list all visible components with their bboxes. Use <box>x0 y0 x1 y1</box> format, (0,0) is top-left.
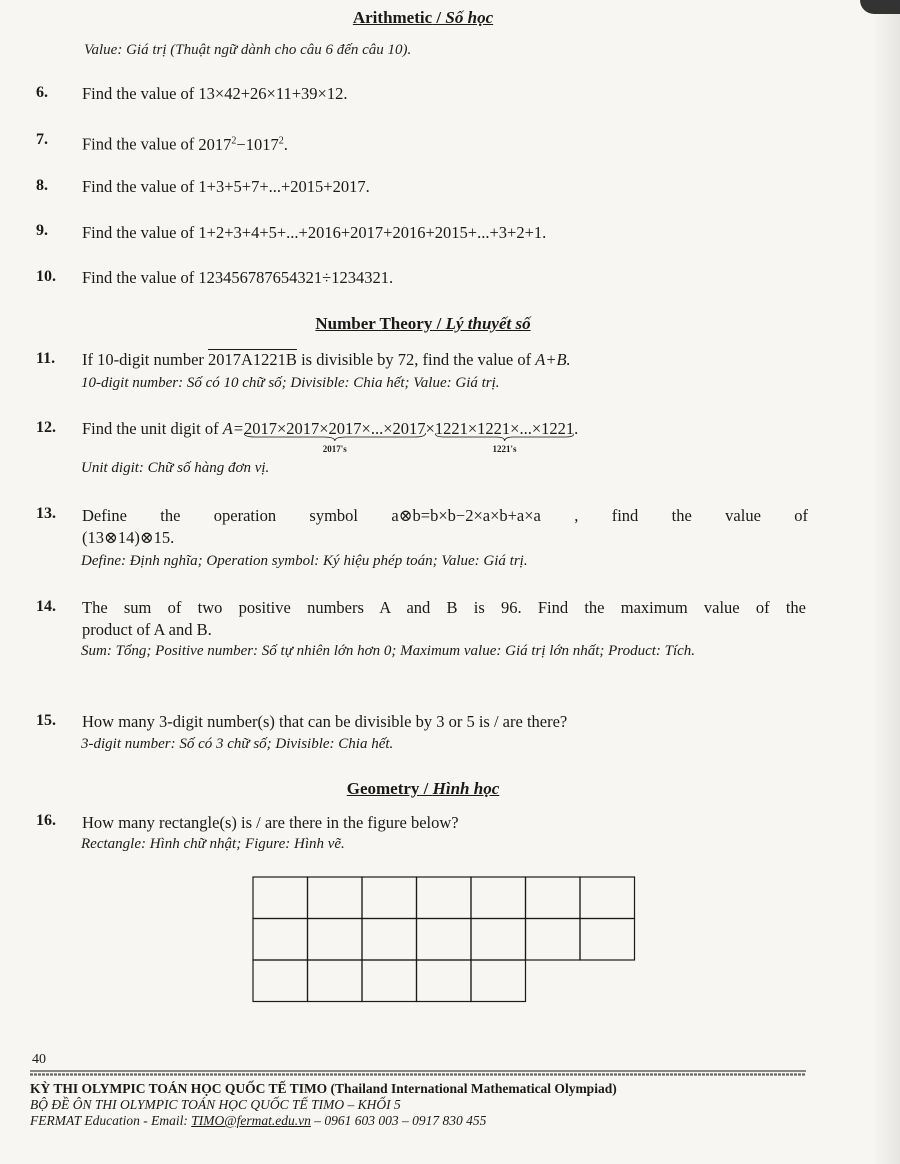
period: . <box>574 419 579 438</box>
question-gloss: Sum: Tổng; Positive number: Số tự nhiên lớn hơn 0; Maximum value: Giá trị lớn nhất; Product: Tích. <box>81 643 696 659</box>
product-1221: 1221×1221×...×1221 <box>434 419 575 438</box>
question-text: is divisible by 72, find the value of <box>301 350 532 369</box>
grid-cell <box>253 919 308 961</box>
question-lead: Find the value of <box>82 177 195 196</box>
question-9 <box>82 222 812 243</box>
question-13-line-1: Define the operation symbol a⊗b=b×b−2×a×b+a×a , find the value of <box>82 506 808 525</box>
question-number: 10. <box>36 268 56 285</box>
grid-cell <box>580 919 635 961</box>
math-lhs: A= <box>222 419 244 438</box>
math-expression: 1+2+3+4+5+...+2016+2017+2016+2015+...+3+2+1. <box>198 223 547 242</box>
question-number: 12. <box>36 419 56 436</box>
question-number: 7. <box>36 131 48 148</box>
question-16: How many rectangle(s) is / are there in the figure below? <box>82 813 459 832</box>
footer-email-link[interactable]: TIMO@fermat.edu.vn <box>191 1113 311 1128</box>
grid-cell <box>417 919 472 961</box>
grid-cell <box>471 877 526 919</box>
digit-number-overline: 2017A1221B <box>208 350 297 369</box>
question-13-line-2: (13⊗14)⊗15. <box>82 528 175 547</box>
question-12 <box>82 418 812 454</box>
rectangle-grid-figure <box>252 876 638 1004</box>
base-a: 2017 <box>198 134 232 154</box>
question-11 <box>82 349 812 370</box>
grid-cell <box>526 919 581 961</box>
math-expression: A+B. <box>535 350 571 369</box>
scan-corner-mark <box>860 0 900 14</box>
section-title-vi: Lý thuyết số <box>445 314 531 333</box>
exponent: 2 <box>278 135 284 146</box>
question-6 <box>82 83 812 104</box>
question-number: 15. <box>36 712 56 729</box>
question-number: 13. <box>36 505 56 522</box>
math-expression: $2017^2-1017^2$. <box>198 134 288 154</box>
exponent: 2 <box>231 135 237 146</box>
question-gloss: 10-digit number: Số có 10 chữ số; Divisible: Chia hết; Value: Giá trị. <box>81 375 500 391</box>
scan-edge-shadow <box>872 0 900 1164</box>
question-gloss: Define: Định nghĩa; Operation symbol: Ký hiệu phép toán; Value: Giá trị. <box>81 553 528 569</box>
question-14-line-1: The sum of two positive numbers A and B is 96. Find the maximum value of the <box>82 598 806 617</box>
brace-label: 1221's <box>492 444 517 454</box>
footer-contact-prefix: FERMAT Education - Email: <box>30 1113 192 1128</box>
section-title-geometry: Geometry / Hình học <box>346 779 500 798</box>
question-number: 16. <box>36 812 56 829</box>
question-8 <box>82 176 812 197</box>
grid-cell <box>253 877 308 919</box>
section-title-en: Number Theory <box>315 314 433 333</box>
base-b: 1017 <box>245 134 279 154</box>
question-lead: Find the unit digit of <box>82 419 219 438</box>
grid-cell <box>362 877 417 919</box>
question-gloss: Unit digit: Chữ số hàng đơn vị. <box>81 460 270 476</box>
grid-cell <box>417 960 472 1002</box>
question-number: 11. <box>36 350 56 367</box>
grid-cell <box>471 919 526 961</box>
question-number: 14. <box>36 598 56 615</box>
grid-cell <box>308 960 363 1002</box>
question-gloss: 3-digit number: Số có 3 chữ số; Divisible: Chia hết. <box>81 736 394 752</box>
grid-cell <box>253 960 308 1002</box>
underbrace-group-2 <box>434 418 575 454</box>
footer-title: KỲ THI OLYMPIC TOÁN HỌC QUỐC TẾ TIMO (Thailand International Mathematical Olympiad) <box>30 1081 617 1096</box>
math-expression: 1+3+5+7+...+2015+2017. <box>198 177 370 196</box>
page-number: 40 <box>32 1052 46 1067</box>
question-14-line-2: product of A and B. <box>82 620 212 639</box>
grid-cell <box>417 877 472 919</box>
math-expression: 13×42+26×11+39×12. <box>198 84 348 103</box>
arithmetic-note: Value: Giá trị (Thuật ngữ dành cho câu 6 đến câu 10). <box>84 42 412 58</box>
math-expression: 123456787654321÷1234321. <box>198 268 394 287</box>
section-title-arithmetic: Arithmetic / Số học <box>352 8 494 27</box>
question-number: 9. <box>36 222 48 239</box>
footer-phone-numbers: – 0961 603 003 – 0917 830 455 <box>310 1113 487 1128</box>
grid-cell <box>362 960 417 1002</box>
section-title-en: Arithmetic <box>352 8 433 27</box>
question-lead: Find the value of <box>82 223 195 242</box>
grid-cell <box>308 919 363 961</box>
grid-cell <box>308 877 363 919</box>
grid-cell <box>471 960 526 1002</box>
question-gloss: Rectangle: Hình chữ nhật; Figure: Hình vẽ. <box>81 836 345 852</box>
question-7 <box>82 130 812 155</box>
question-lead: Find the value of <box>82 84 195 103</box>
underbrace-group-1 <box>243 418 426 454</box>
question-lead: If 10-digit number <box>82 350 204 369</box>
footer-subtitle: BỘ ĐỀ ÔN THI OLYMPIC TOÁN HỌC QUỐC TẾ TIMO – KHỐI 5 <box>30 1097 401 1112</box>
question-number: 8. <box>36 177 48 194</box>
grid-cell <box>580 877 635 919</box>
section-title-number-theory: Number Theory / Lý thuyết số <box>315 314 531 333</box>
section-title-en: Geometry <box>346 779 420 798</box>
question-lead: Find the value of <box>82 268 195 287</box>
question-10 <box>82 267 812 288</box>
grid-cell <box>526 877 581 919</box>
product-2017: 2017×2017×2017×...×2017 <box>243 419 426 438</box>
section-title-vi: Hình học <box>432 779 500 798</box>
grid-cell <box>362 919 417 961</box>
question-number: 6. <box>36 84 48 101</box>
section-title-vi: Số học <box>445 8 494 27</box>
footer-divider <box>30 1069 806 1077</box>
footer-contact <box>30 1113 486 1129</box>
question-lead: Find the value of <box>82 134 195 154</box>
times-sign: × <box>425 419 435 438</box>
brace-label: 2017's <box>322 444 347 454</box>
question-15: How many 3-digit number(s) that can be divisible by 3 or 5 is / are there? <box>82 712 568 731</box>
